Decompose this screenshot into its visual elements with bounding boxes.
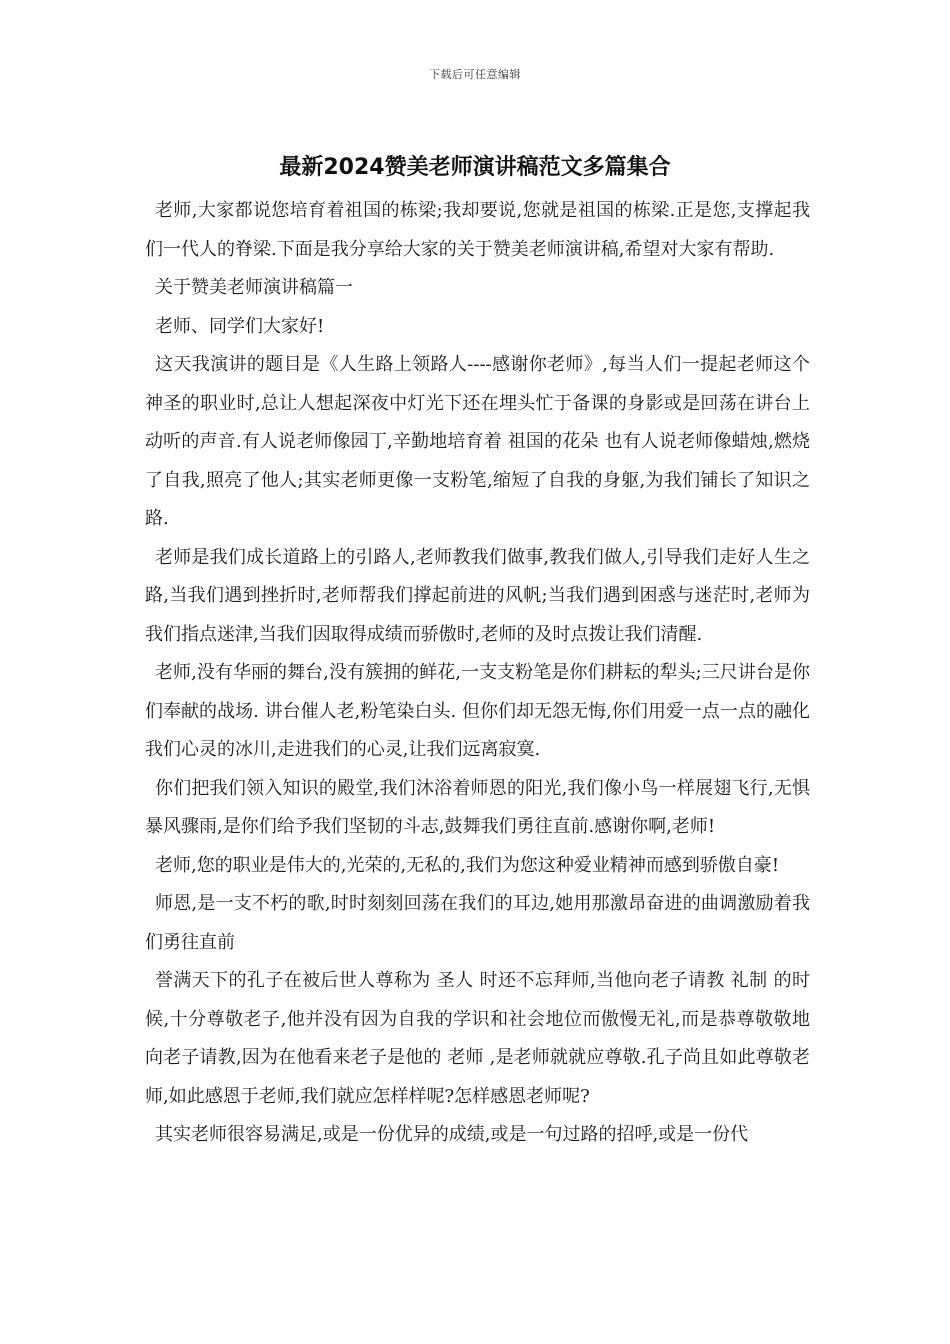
paragraph: 老师,您的职业是伟大的,光荣的,无私的,我们为您这种爱业精神而感到骄傲自豪!: [155, 854, 780, 876]
header-note: 下载后可任意编辑: [429, 68, 521, 81]
section-heading: 关于赞美老师演讲稿篇一: [155, 277, 353, 298]
paragraph: 师恩,是一支不朽的歌,时时刻刻回荡在我们的耳边,她用那激昂奋进的曲调激励着我们勇往直前: [145, 893, 810, 953]
paragraph: 老师是我们成长道路上的引路人,老师教我们做事,教我们做人,引导我们走好人生之路,当我们遇到挫折时,老师帮我们撑起前进的风帆;当我们遇到困惑与迷茫时,老师为我们指点迷津,当我们因取得成绩而骄傲时,老师的及时点拨让我们清醒.: [145, 546, 810, 645]
paragraph: 这天我演讲的题目是《人生路上领路人----感谢你老师》,每当人们一提起老师这个神圣的职业时,总让人想起深夜中灯光下还在埋头忙于备课的身影或是回荡在讲台上动听的声音.有人说老师像园丁,辛勤地培育着 祖国的花朵 也有人说老师像蜡烛,燃烧了自我,照亮了他人;其实老师更像一支粉笔,缩短了自我的身躯,为我们铺长了知识之路.: [145, 354, 810, 529]
paragraph: 誉满天下的孔子在被后世人尊称为 圣人 时还不忘拜师,当他向老子请教 礼制 的时候,十分尊敬老子,他并没有因为自我的学识和社会地位而傲慢无礼,而是恭尊敬敬地向老子请教,因为在他看来老子是他的 老师 ,是老师就就应尊敬.孔子尚且如此尊敬老师,如此感恩于老师,我们就应怎样样呢?怎样感恩老师呢?: [145, 970, 810, 1107]
paragraph: 老师,没有华丽的舞台,没有簇拥的鲜花,一支支粉笔是你们耕耘的犁头;三尺讲台是你们奉献的战场. 讲台催人老,粉笔染白头. 但你们却无怨无悔,你们用爱一点一点的融化我们心灵的冰川,走进我们的心灵,让我们远离寂寞.: [145, 662, 810, 760]
document-body: [145, 192, 810, 1155]
document-title: 最新2024赞美老师演讲稿范文多篇集合: [279, 155, 671, 180]
paragraph: 其实老师很容易满足,或是一份优异的成绩,或是一句过路的招呼,或是一份代: [155, 1124, 749, 1145]
paragraph-intro: 老师,大家都说您培育着祖国的栋梁;我却要说,您就是祖国的栋梁.正是您,支撑起我们一代人的脊梁.下面是我分享给大家的关于赞美老师演讲稿,希望对大家有帮助.: [145, 200, 810, 260]
paragraph: 你们把我们领入知识的殿堂,我们沐浴着师恩的阳光,我们像小鸟一样展翅飞行,无惧暴风骤雨,是你们给予我们坚韧的斗志,鼓舞我们勇往直前.感谢你啊,老师!: [145, 777, 810, 837]
paragraph-greeting: 老师、同学们大家好!: [155, 315, 325, 337]
